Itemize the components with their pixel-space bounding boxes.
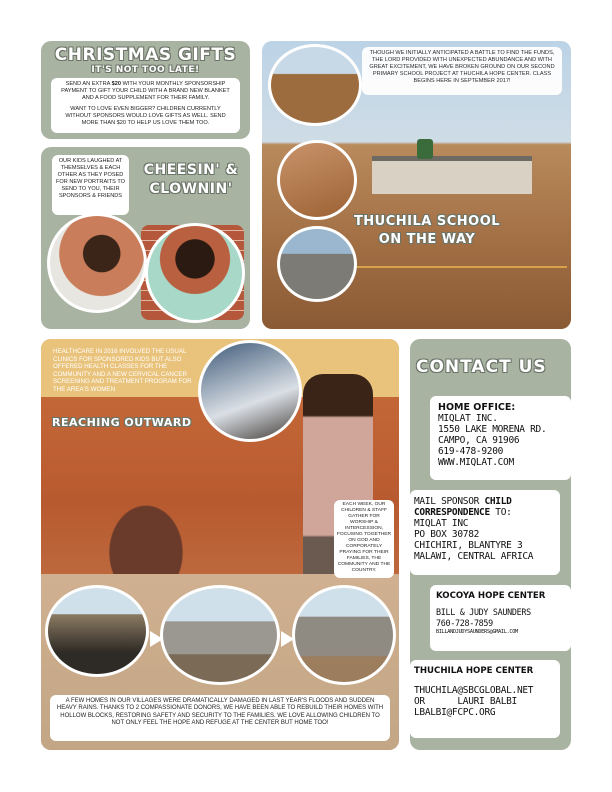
phone-number[interactable]: 760-728-7859	[436, 618, 493, 628]
christmas-body-2: WANT TO LOVE EVEN BIGGER? CHILDREN CURRENTLY WITHOUT SPONSORS WOULD LOVE GIFTS AS WELL. SEND MORE THAN $20 TO HELP US LOVE THEM TOO.	[65, 106, 226, 126]
cheesin-title-1: CHEESIN' &	[143, 162, 239, 178]
christmas-title: CHRISTMAS GIFTS	[54, 45, 237, 65]
school-photo-digging	[277, 140, 357, 220]
email-link[interactable]: LBALBI@FCPC.ORG	[414, 707, 496, 718]
mail-heading: MAIL SPONSOR CHILD	[414, 496, 512, 507]
kocoya-box	[430, 585, 571, 651]
school-photo-workers	[268, 44, 362, 126]
water-tower	[417, 139, 433, 159]
school-intro: THOUGH WE INITIALLY ANTICIPATED A BATTLE TO FIND THE FUNDS, THE LORD PROVIDED WITH UNEXPECTED ABUNDANCE AND WITH GREAT EXCITEMENT, WE HAVE BROKEN GROUND ON OUR SECOND PRIMARY SCHOOL PROJECT AT THUCHILA HOPE CENTER. CLASS BEGINS HERE IN SEPTEMBER 2017!	[369, 50, 555, 84]
worship-text-box	[334, 500, 394, 578]
home-office-heading: HOME OFFICE:	[438, 402, 516, 413]
homes-text: A FEW HOMES IN OUR VILLAGES WERE DRAMATICALLY DAMAGED IN LAST YEAR'S FLOODS AND SUDDEN HEAVY RAINS. THANKS TO 2 COMPASSIONATE DONORS, WE HAVE BEEN ABLE TO REBUILD THEIR HOMES WITH HOLLOW BLOCKS, RESTORING SAFETY AND SECURITY TO THE FAMILIES. WE LOVE ALLOWING CHILDREN TO NOT ONLY FEEL THE HOPE AND REFUGE AT THE CENTER BUT HOME TOO!	[56, 698, 384, 727]
mail-line: MIQLAT INC	[414, 518, 469, 529]
healthcare-text: HEALTHCARE IN 2016 INVOLVED THE USUAL CLINICS FOR SPONSORED KIDS BUT ALSO OFFERED HEALTH CLASSES FOR THE COMMUNITY AND A NEW CERVICAL CANCER SCREENING AND TREATMENT PROGRAM FOR THE AREA'S WOMEN	[53, 348, 192, 393]
homes-text-box	[50, 695, 390, 741]
home-office-line: CAMPO, CA 91906	[438, 435, 520, 446]
worship-text: EACH WEEK, OUR CHILDREN & STAFF GATHER FOR WORSHIP & INTERCESSION, FOCUSING TOGETHER ON GOD AND CORPORATELY PRAYING FOR THEIR FAMILIES, THE COMMUNITY AND THE COUNTRY.	[336, 502, 392, 573]
contact-panel	[410, 339, 571, 750]
cheesin-panel	[41, 147, 250, 329]
cheesin-title-2: CLOWNIN'	[149, 181, 233, 197]
health-clinic-photo	[198, 340, 302, 442]
phone-number[interactable]: 619-478-9200	[438, 446, 504, 457]
school-title-1: THUCHILA SCHOOL	[353, 214, 501, 229]
damaged-home-photo	[45, 585, 149, 677]
website-link[interactable]: WWW.MIQLAT.COM	[438, 457, 514, 468]
smiling-girl-photo	[145, 223, 245, 323]
cheesin-body: OUR KIDS LAUGHED AT THEMSELVES & EACH OTHER AS THEY POSED FOR NEW PORTRAITS TO SEND TO YOU, THEIR SPONSORS & FRIENDS	[56, 158, 125, 199]
christmas-gifts-panel	[41, 41, 250, 139]
reaching-outward-title: REACHING OUTWARD	[52, 416, 192, 429]
email-link[interactable]: THUCHILA@SBCGLOBAL.NET	[414, 685, 534, 696]
kocoya-heading: KOCOYA HOPE CENTER	[436, 591, 546, 601]
home-office-line: MIQLAT INC.	[438, 413, 498, 424]
thuchila-line: OR LAURI BALBI	[414, 696, 517, 707]
kocoya-line: BILL & JUDY SAUNDERS	[436, 607, 531, 617]
mail-line: CHICHIRI, BLANTYRE 3	[414, 540, 523, 551]
contact-title: CONTACT US	[416, 357, 547, 377]
mail-heading-2: CORRESPONDENCE TO:	[414, 507, 512, 518]
school-title-2: ON THE WAY	[378, 232, 476, 247]
mail-box	[410, 490, 560, 575]
mail-line: PO BOX 30782	[414, 529, 480, 540]
christmas-body-1: SEND AN EXTRA $20 WITH YOUR MONTHLY SPONSORSHIP PAYMENT TO GIFT YOUR CHILD WITH A BRAND NEW BLANKET AND A FOOD SUPPLEMENT FOR THEIR FAMILY.	[61, 81, 230, 101]
school-photo-blocks	[277, 226, 357, 302]
mail-line: MALAWI, CENTRAL AFRICA	[414, 551, 534, 562]
laughing-boy-photo	[47, 213, 147, 313]
cheesin-text-box	[52, 155, 129, 215]
rebuilding-home-photo	[160, 585, 280, 685]
home-office-box	[430, 396, 571, 480]
school-building	[372, 156, 532, 194]
school-intro-box	[362, 47, 562, 95]
healthcare-text-box	[50, 345, 202, 407]
rebuilt-home-photo	[292, 585, 396, 685]
email-link[interactable]: BILLANDJUDYSAUNDERS@GMAIL.COM	[436, 629, 518, 635]
thuchila-box	[410, 660, 560, 738]
thuchila-heading: THUCHILA HOPE CENTER	[414, 666, 534, 676]
home-office-line: 1550 LAKE MORENA RD.	[438, 424, 547, 435]
christmas-text-box	[51, 78, 240, 133]
christmas-subtitle: IT'S NOT TOO LATE!	[91, 65, 200, 75]
